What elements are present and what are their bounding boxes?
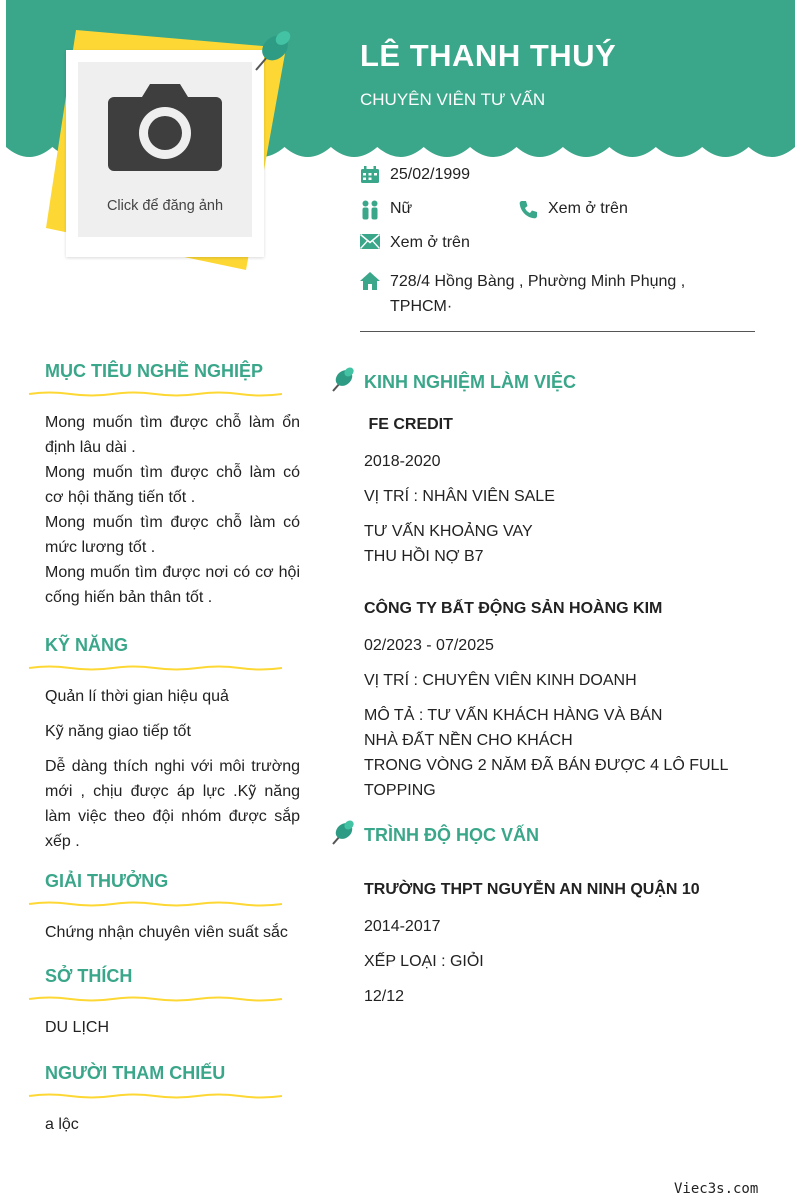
awards-title: GIẢI THƯỞNG [45,871,169,891]
wavy-underline [28,900,282,908]
education-section [330,815,770,1009]
job-desc-line: TRONG VÒNG 2 NĂM ĐÃ BÁN ĐƯỢC 4 LÔ FULL TOPPING [364,757,728,799]
job-description [364,519,770,569]
job-company: FE CREDIT [364,416,453,433]
gender-row [360,200,412,220]
hobbies-section [28,961,300,1040]
email-row [360,234,470,252]
job-desc-line: NHÀ ĐẤT NỀN CHO KHÁCH [364,732,573,749]
address-value [390,269,685,319]
references-section [28,1058,300,1137]
education-level: 12/12 [364,988,405,1005]
address-line-2: TPHCM· [390,298,453,315]
job-desc-line: THU HỒI NỢ B7 [364,548,484,565]
skills-text [28,684,300,854]
job-period: 02/2023 - 07/2025 [364,637,494,654]
job-entry [330,412,770,569]
camera-icon [78,62,252,192]
objective-line: Mong muốn tìm được chỗ làm ổn định lâu dài . [45,414,300,456]
experience-section [330,362,770,803]
address-line-1: 728/4 Hồng Bàng , Phường Minh Phụng , [390,273,686,290]
job-position: VỊ TRÍ : CHUYÊN VIÊN KINH DOANH [364,672,637,689]
awards-section [28,866,300,945]
job-period: 2018-2020 [364,453,441,470]
education-header [330,815,770,855]
pushpin-icon [250,24,300,79]
objective-line: Mong muốn tìm được nơi có cơ hội cống hiến bản thân tốt . [45,564,300,606]
experience-header [330,362,770,402]
right-column [330,356,770,1009]
objective-line: Mong muốn tìm được chỗ làm có mức lương tốt . [45,514,300,556]
job-position: VỊ TRÍ : NHÂN VIÊN SALE [364,488,555,505]
watermark: Viec3s.com [674,1181,759,1197]
skills-section [28,630,300,854]
wavy-underline [28,1092,282,1100]
skill-item: Kỹ năng giao tiếp tốt [45,723,191,740]
email-value: Xem ở trên [390,234,470,251]
people-icon [360,200,390,220]
photo-frame [66,50,264,257]
gender-value: Nữ [390,200,413,217]
phone-row [518,200,628,220]
education-grade: XẾP LOẠI : GIỎI [364,953,484,970]
objective-line: Mong muốn tìm được chỗ làm có cơ hội thăng tiến tốt . [45,464,300,506]
photo-area [40,22,300,282]
job-description [364,703,770,803]
education-period: 2014-2017 [364,918,441,935]
objective-text [28,410,300,610]
job-desc-line: TƯ VẤN KHOẢNG VAY [364,523,533,540]
job-company: CÔNG TY BẤT ĐỘNG SẢN HOÀNG KIM [364,600,663,617]
calendar-icon [360,166,390,184]
hobbies-text: DU LỊCH [45,1019,110,1036]
job-desc-line: MÔ TẢ : TƯ VẤN KHÁCH HÀNG VÀ BÁN [364,707,663,724]
skill-item: Quản lí thời gian hiệu quả [45,688,229,705]
left-column [28,356,300,1137]
phone-value: Xem ở trên [548,200,628,217]
education-entry [330,877,770,1009]
candidate-role: CHUYÊN VIÊN TƯ VẤN [360,90,546,109]
hobbies-title: SỞ THÍCH [45,966,133,986]
address-row [360,269,685,319]
awards-text: Chứng nhận chuyên viên suất sắc [45,924,288,941]
envelope-icon [360,234,390,249]
objective-title: MỤC TIÊU NGHỀ NGHIỆP [45,361,264,381]
skills-title: KỸ NĂNG [45,635,129,655]
references-title: NGƯỜI THAM CHIẾU [45,1063,226,1083]
upload-photo-label: Click để đăng ảnh [106,198,224,214]
objective-section [28,356,300,610]
candidate-name: LÊ THANH THUÝ [360,38,617,73]
job-entry [330,596,770,803]
birthday-value: 25/02/1999 [390,166,471,183]
references-text: a lộc [45,1116,79,1133]
pushpin-icon [330,366,364,399]
home-icon [360,269,390,290]
pushpin-icon [330,819,364,852]
contact-divider [360,331,755,332]
education-school: TRƯỜNG THPT NGUYỄN AN NINH QUẬN 10 [364,881,700,898]
wavy-underline [28,664,282,672]
skill-item: Dễ dàng thích nghi với môi trường mới , chịu được áp lực .Kỹ năng làm việc theo đội nhóm được sắp xếp . [45,758,300,850]
wavy-underline [28,390,282,398]
education-title: TRÌNH ĐỘ HỌC VẤN [364,824,539,845]
experience-title: KINH NGHIỆM LÀM VIỆC [364,371,577,392]
birthday-row [360,166,470,184]
phone-icon [518,200,548,220]
wavy-underline [28,995,282,1003]
upload-photo-button[interactable] [78,62,252,237]
